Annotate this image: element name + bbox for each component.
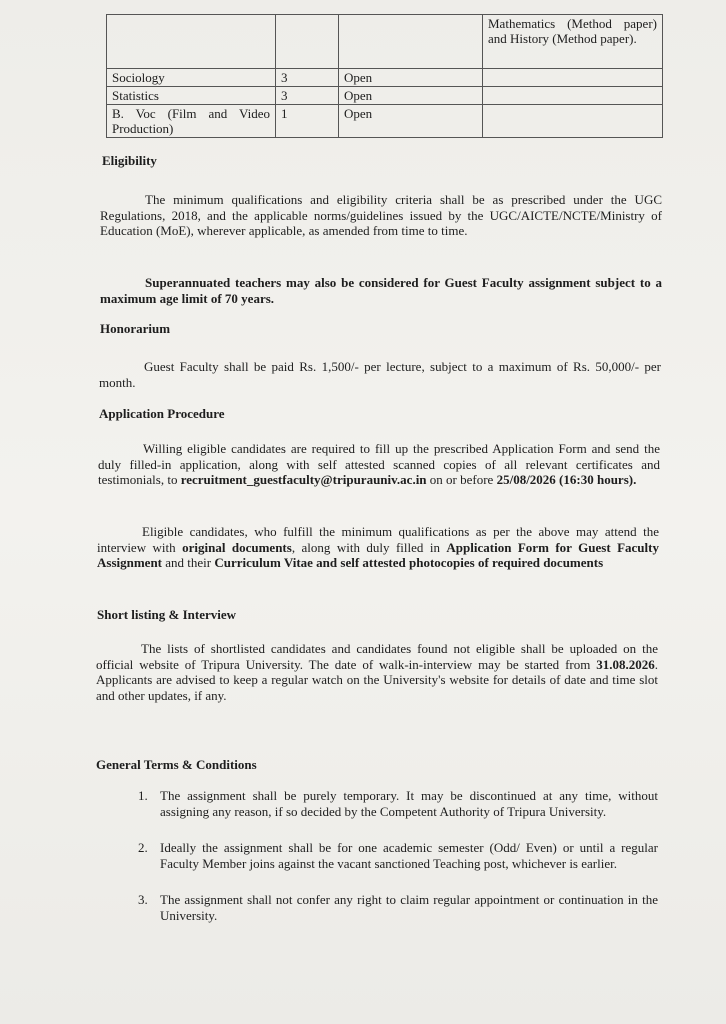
table-row bbox=[107, 15, 663, 69]
interview-date: 31.08.2026 bbox=[596, 656, 655, 672]
table-cell: 3 bbox=[276, 87, 339, 105]
table-cell bbox=[483, 87, 663, 105]
table-cell: Statistics bbox=[107, 87, 276, 105]
table-cell bbox=[483, 69, 663, 87]
eligibility-heading: Eligibility bbox=[102, 153, 157, 168]
table-cell: Mathematics (Method paper) and History (Method paper). bbox=[483, 15, 663, 69]
honorarium-paragraph: Guest Faculty shall be paid Rs. 1,500/- per lecture, subject to a maximum of Rs. 50,000/- per month. bbox=[99, 359, 661, 390]
table-row bbox=[107, 69, 663, 87]
application-email: recruitment_guestfaculty@tripurauniv.ac.in bbox=[180, 472, 427, 487]
table-cell bbox=[107, 15, 276, 69]
table-row bbox=[107, 105, 663, 138]
application-procedure-heading: Application Procedure bbox=[99, 406, 225, 421]
list-item: 3. The assignment shall not confer any right to claim regular appointment or continuation in the University. bbox=[138, 892, 658, 923]
table-cell: Open bbox=[339, 105, 483, 138]
list-item: 1. The assignment shall be purely temporary. It may be discontinued at any time, without assigning any reason, if so decided by the Competent Authority of Tripura University. bbox=[138, 788, 658, 819]
eligibility-paragraph: The minimum qualifications and eligibility criteria shall be as prescribed under the UGC Regulations, 2018, and the applicable norms/guidelines issued by the UGC/AICTE/NCTE/Ministry of Education (MoE), wherever applicable, as amended from time to time. bbox=[100, 192, 662, 238]
posts-table bbox=[106, 14, 663, 138]
table-cell: Open bbox=[339, 87, 483, 105]
short-listing-heading: Short listing & Interview bbox=[97, 607, 237, 622]
list-item: 2. Ideally the assignment shall be for one academic semester (Odd/ Even) or until a regular Faculty Member joins against the vacant sanctioned Teaching post, whichever is earlier. bbox=[138, 840, 658, 871]
terms-heading: General Terms & Conditions bbox=[96, 757, 257, 772]
table-cell bbox=[339, 15, 483, 69]
table-cell: Sociology bbox=[107, 69, 276, 87]
honorarium-heading: Honorarium bbox=[100, 321, 171, 336]
table-cell: B. Voc (Film and Video Production) bbox=[107, 105, 276, 138]
table-cell: 1 bbox=[276, 105, 339, 138]
table-cell: Open bbox=[339, 69, 483, 87]
application-deadline: 25/08/2026 (16:30 hours). bbox=[496, 472, 637, 487]
superannuated-paragraph: Superannuated teachers may also be considered for Guest Faculty assignment subject to a maximum age limit of 70 years. bbox=[100, 275, 662, 306]
table-row bbox=[107, 87, 663, 105]
interview-documents-paragraph: Eligible candidates, who fulfill the minimum qualifications as per the above may attend the interview with original documents, along with duly filled in Application Form for Guest Faculty Assignment and their Curriculum Vitae and self attested photocopies of required documents bbox=[97, 524, 659, 570]
table-cell bbox=[483, 105, 663, 138]
terms-list bbox=[138, 788, 658, 944]
table-cell: 3 bbox=[276, 69, 339, 87]
short-listing-paragraph: The lists of shortlisted candidates and candidates found not eligible shall be uploaded on the official website of Tripura University. The date of walk-in-interview may be started from 31.08.2026. Applicants are advised to keep a regular watch on the University's website for details of date and time slot and other updates, if any. bbox=[96, 641, 658, 703]
table-cell bbox=[276, 15, 339, 69]
application-paragraph: Willing eligible candidates are required to fill up the prescribed Application Form and send the duly filled-in application, along with self attested scanned copies of all relevant certificates and testimonials, to recruitment_guestfaculty@tripurauniv.ac.in on or before 25/08/2026 (16:30 hours). bbox=[98, 441, 660, 487]
